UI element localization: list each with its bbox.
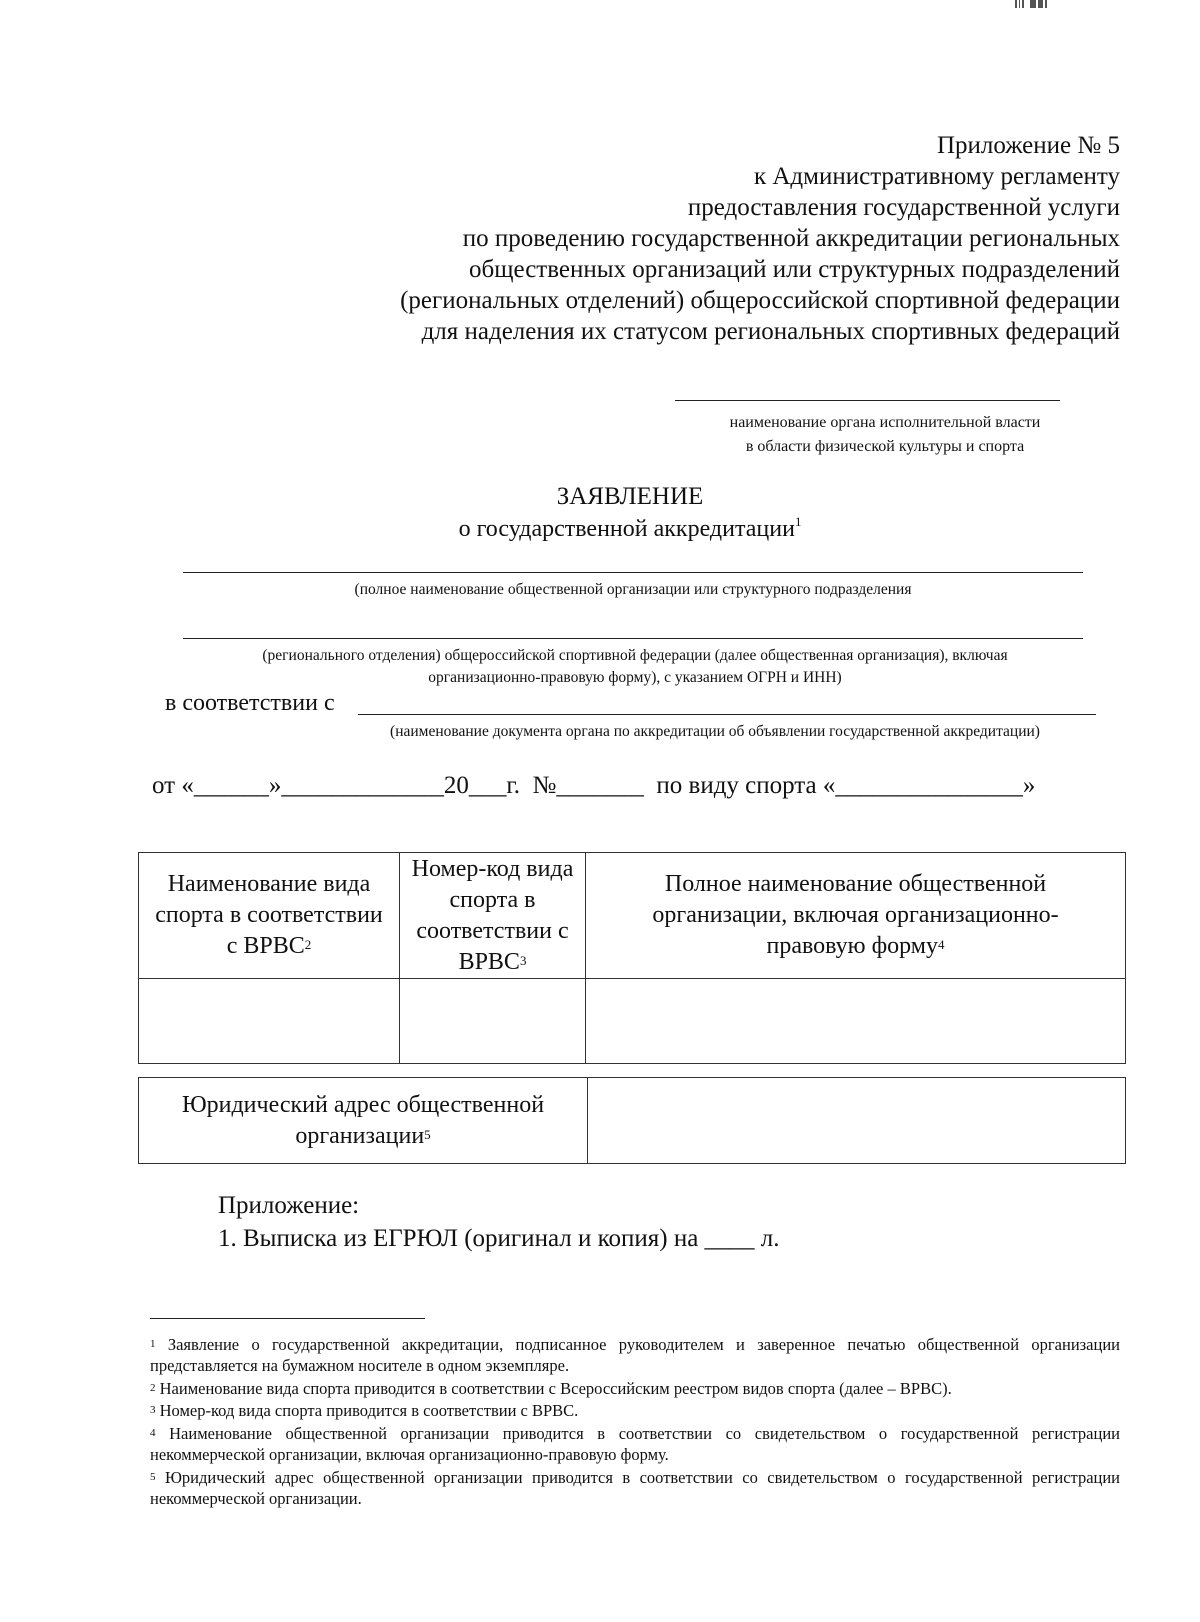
appendix-line: общественных организаций или структурных подразделений (469, 256, 1120, 283)
legal-address-value[interactable] (588, 1078, 1126, 1164)
addressee-caption-1: наименование органа исполнительной власти (729, 414, 1041, 431)
footnote-ref: 3 (519, 952, 527, 968)
header-org-name: Полное наименование общественной организации, включая организационно-правовую форму$^4$ (586, 853, 1126, 979)
org-caption-3: организационно-правовую форму), с указанием ОГРН и ИНН) (428, 669, 842, 686)
footnote-ref: 2 (304, 937, 312, 952)
footnote-ref: 4 (937, 937, 945, 952)
appendix-line: для наделения их статусом региональных спортивных федераций (421, 318, 1120, 345)
sport-table (138, 852, 1126, 1064)
appendix-line: (региональных отделений) общероссийской спортивной федерации (400, 287, 1120, 314)
scan-artifact (1015, 0, 1065, 8)
cell-org-name[interactable] (586, 979, 1126, 1064)
org-caption-2: (регионального отделения) общероссийской спортивной федерации (далее общественная организация), включая (262, 647, 1008, 664)
footnote-ref: 1 (794, 514, 802, 529)
appendix-line: предоставления государственной услуги (687, 194, 1120, 221)
appendix-line: к Административному регламенту (753, 163, 1120, 190)
appendix-line: по проведению государственной аккредитации региональных (462, 225, 1120, 252)
address-table (138, 1077, 1126, 1164)
document-subtitle: о государственной аккредитации$^1$ (458, 514, 802, 542)
appendix-line: Приложение № 5 (936, 132, 1120, 159)
addressee-line (675, 400, 1060, 401)
footnote: $^1$ Заявление о государственной аккредитации, подписанное руководителем и заверенное печатью общественной организации представляется на бумажном носителе в одном экземпляре. (150, 1335, 1121, 1375)
footnote-ref: 5 (424, 1126, 431, 1142)
footnote: $^5$ Юридический адрес общественной организации приводится в соответствии со свидетельством о государственной регистрации некоммерческой организации. (150, 1468, 1121, 1508)
attachment-heading: Приложение: (218, 1192, 360, 1219)
addressee-caption-2: в области физической культуры и спорта (745, 438, 1025, 455)
header-sport-name: Наименование вида спорта в соответствии с ВРВС$^2$ (139, 853, 400, 979)
attachment-item: 1. Выписка из ЕГРЮЛ (оригинал и копия) на ____ л. (218, 1225, 780, 1252)
footnote: $^4$ Наименование общественной организации приводится в соответствии со свидетельством о государственной регистрации некоммерческой организации, включая организационно-правовую форму. (150, 1424, 1120, 1464)
date-line: от «______»_____________20___г. №_______ по виду спорта «_______________» (152, 772, 1036, 799)
footnote: $^3$ Номер-код вида спорта приводится в соответствии с ВРВС. (150, 1401, 579, 1420)
header-sport-code: Номер-код вида спорта в соответствии с ВРВС$^3$ (400, 853, 586, 979)
footnote-separator (150, 1318, 425, 1319)
legal-address-label: Юридический адрес общественной организации$^5$ (139, 1078, 588, 1164)
org-name-line-2 (183, 638, 1083, 639)
cell-sport-name[interactable] (139, 979, 400, 1064)
document-title: ЗАЯВЛЕНИЕ (556, 483, 704, 510)
org-caption-1: (полное наименование общественной организации или структурного подразделения (354, 581, 912, 598)
accordance-line (358, 714, 1096, 715)
accordance-caption: (наименование документа органа по аккредитации об объявлении государственной аккредитации) (390, 723, 1040, 740)
cell-sport-code[interactable] (400, 979, 586, 1064)
org-name-line-1 (183, 572, 1083, 573)
footnote: $^2$ Наименование вида спорта приводится в соответствии с Всероссийским реестром видов спорта (далее – ВРВС). (150, 1379, 952, 1398)
accordance-label: в соответствии с (165, 690, 335, 716)
